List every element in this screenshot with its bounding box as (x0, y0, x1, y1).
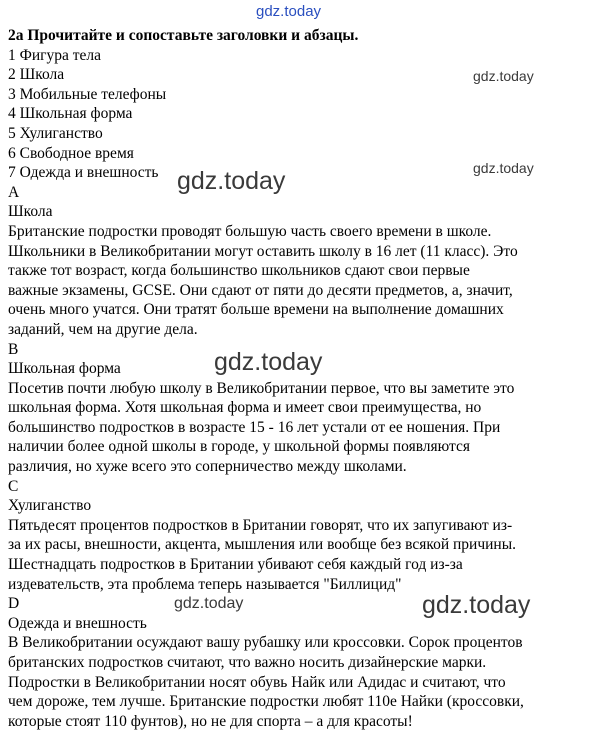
paragraph-line: очень много учатся. Они тратят больше времени на выполнение домашних (8, 301, 504, 319)
paragraph-line: наличии более одной школы в городе, у школьной формы появляются (8, 438, 471, 456)
heading-item: 3 Мобильные телефоны (8, 85, 167, 103)
watermark-large-1: gdz.today (177, 167, 286, 195)
section-letter: B (8, 340, 19, 358)
heading-item: 4 Школьная форма (8, 105, 133, 123)
section-letter: C (8, 477, 19, 495)
paragraph-line: также тот возраст, когда большинство школьников сдают свои первые (8, 262, 470, 280)
paragraph-line: Шестнадцать подростков в Британии убивают себя каждый год из-за (8, 556, 463, 574)
paragraph-line: издевательств, эта проблема теперь называется "Биллицид" (8, 575, 402, 593)
paragraph-line: В Великобритании осуждают вашу рубашку или кроссовки. Сорок процентов (8, 634, 523, 652)
section-heading: Одежда и внешность (8, 614, 147, 632)
paragraph-line: заданий, чем на другие дела. (8, 320, 198, 338)
heading-item: 6 Свободное время (8, 144, 134, 162)
paragraph-line: Посетив почти любую школу в Великобритании первое, что вы заметите это (8, 379, 515, 397)
heading-item: 7 Одежда и внешность (8, 164, 159, 182)
section-heading: Школьная форма (8, 360, 121, 378)
section-heading: Хулиганство (8, 497, 92, 515)
paragraph-line: различия, но хуже всего это соперничество между школами. (8, 458, 407, 476)
watermark-side-2: gdz.today (473, 160, 534, 176)
section-d (8, 594, 592, 731)
heading-item: 2 Школа (8, 66, 65, 84)
paragraph-line: большинство подростков в возрасте 15 - 16 лет устали от ее ношения. При (8, 418, 501, 436)
section-letter: D (8, 595, 20, 613)
paragraph-line: школьная форма. Хотя школьная форма и имеет свои преимущества, но (8, 399, 482, 417)
paragraph-line: которые стоят 110 фунтов), но не для спорта – а для красоты! (8, 712, 413, 730)
watermark-small-3: gdz.today (174, 595, 244, 612)
watermark-top: gdz.today (256, 3, 322, 20)
watermark-large-2: gdz.today (214, 348, 323, 376)
document-body (8, 26, 592, 731)
paragraph-line: за их расы, внешности, акцента, мышления или вообще без всякой причины. (8, 536, 517, 554)
section-c (8, 477, 592, 595)
paragraph-line: Пятьдесят процентов подростков в Британии говорят, что их запугивают из- (8, 516, 513, 534)
paragraph-line: британских подростков считают, что важно носить дизайнерские марки. (8, 654, 487, 671)
watermark-side-1: gdz.today (473, 68, 534, 84)
section-b (8, 340, 592, 477)
heading-item: 5 Хулиганство (8, 124, 103, 142)
section-letter: A (8, 183, 20, 201)
section-heading: Школа (8, 203, 53, 221)
headings-list (8, 46, 592, 183)
watermark-large-3: gdz.today (422, 591, 531, 619)
paragraph-line: Подростки в Великобритании носят обувь Найк или Адидас и считают, что (8, 673, 506, 691)
heading-item: 1 Фигура тела (8, 46, 102, 64)
paragraph-line: важные экзамены, GCSE. Они сдают от пяти до десяти предметов, а, значит, (8, 281, 513, 299)
section-a (8, 183, 592, 340)
task-title: 2а Прочитайте и сопоставьте заголовки и абзацы. (8, 27, 359, 44)
paragraph-line: Школьники в Великобритании могут оставить школу в 16 лет (11 класс). Это (8, 242, 518, 260)
paragraph-line: чем дороже, тем лучше. Британские подростки любят 110е Найки (кроссовки, (8, 693, 524, 711)
paragraph-line: Британские подростки проводят большую часть своего времени в школе. (8, 222, 492, 240)
